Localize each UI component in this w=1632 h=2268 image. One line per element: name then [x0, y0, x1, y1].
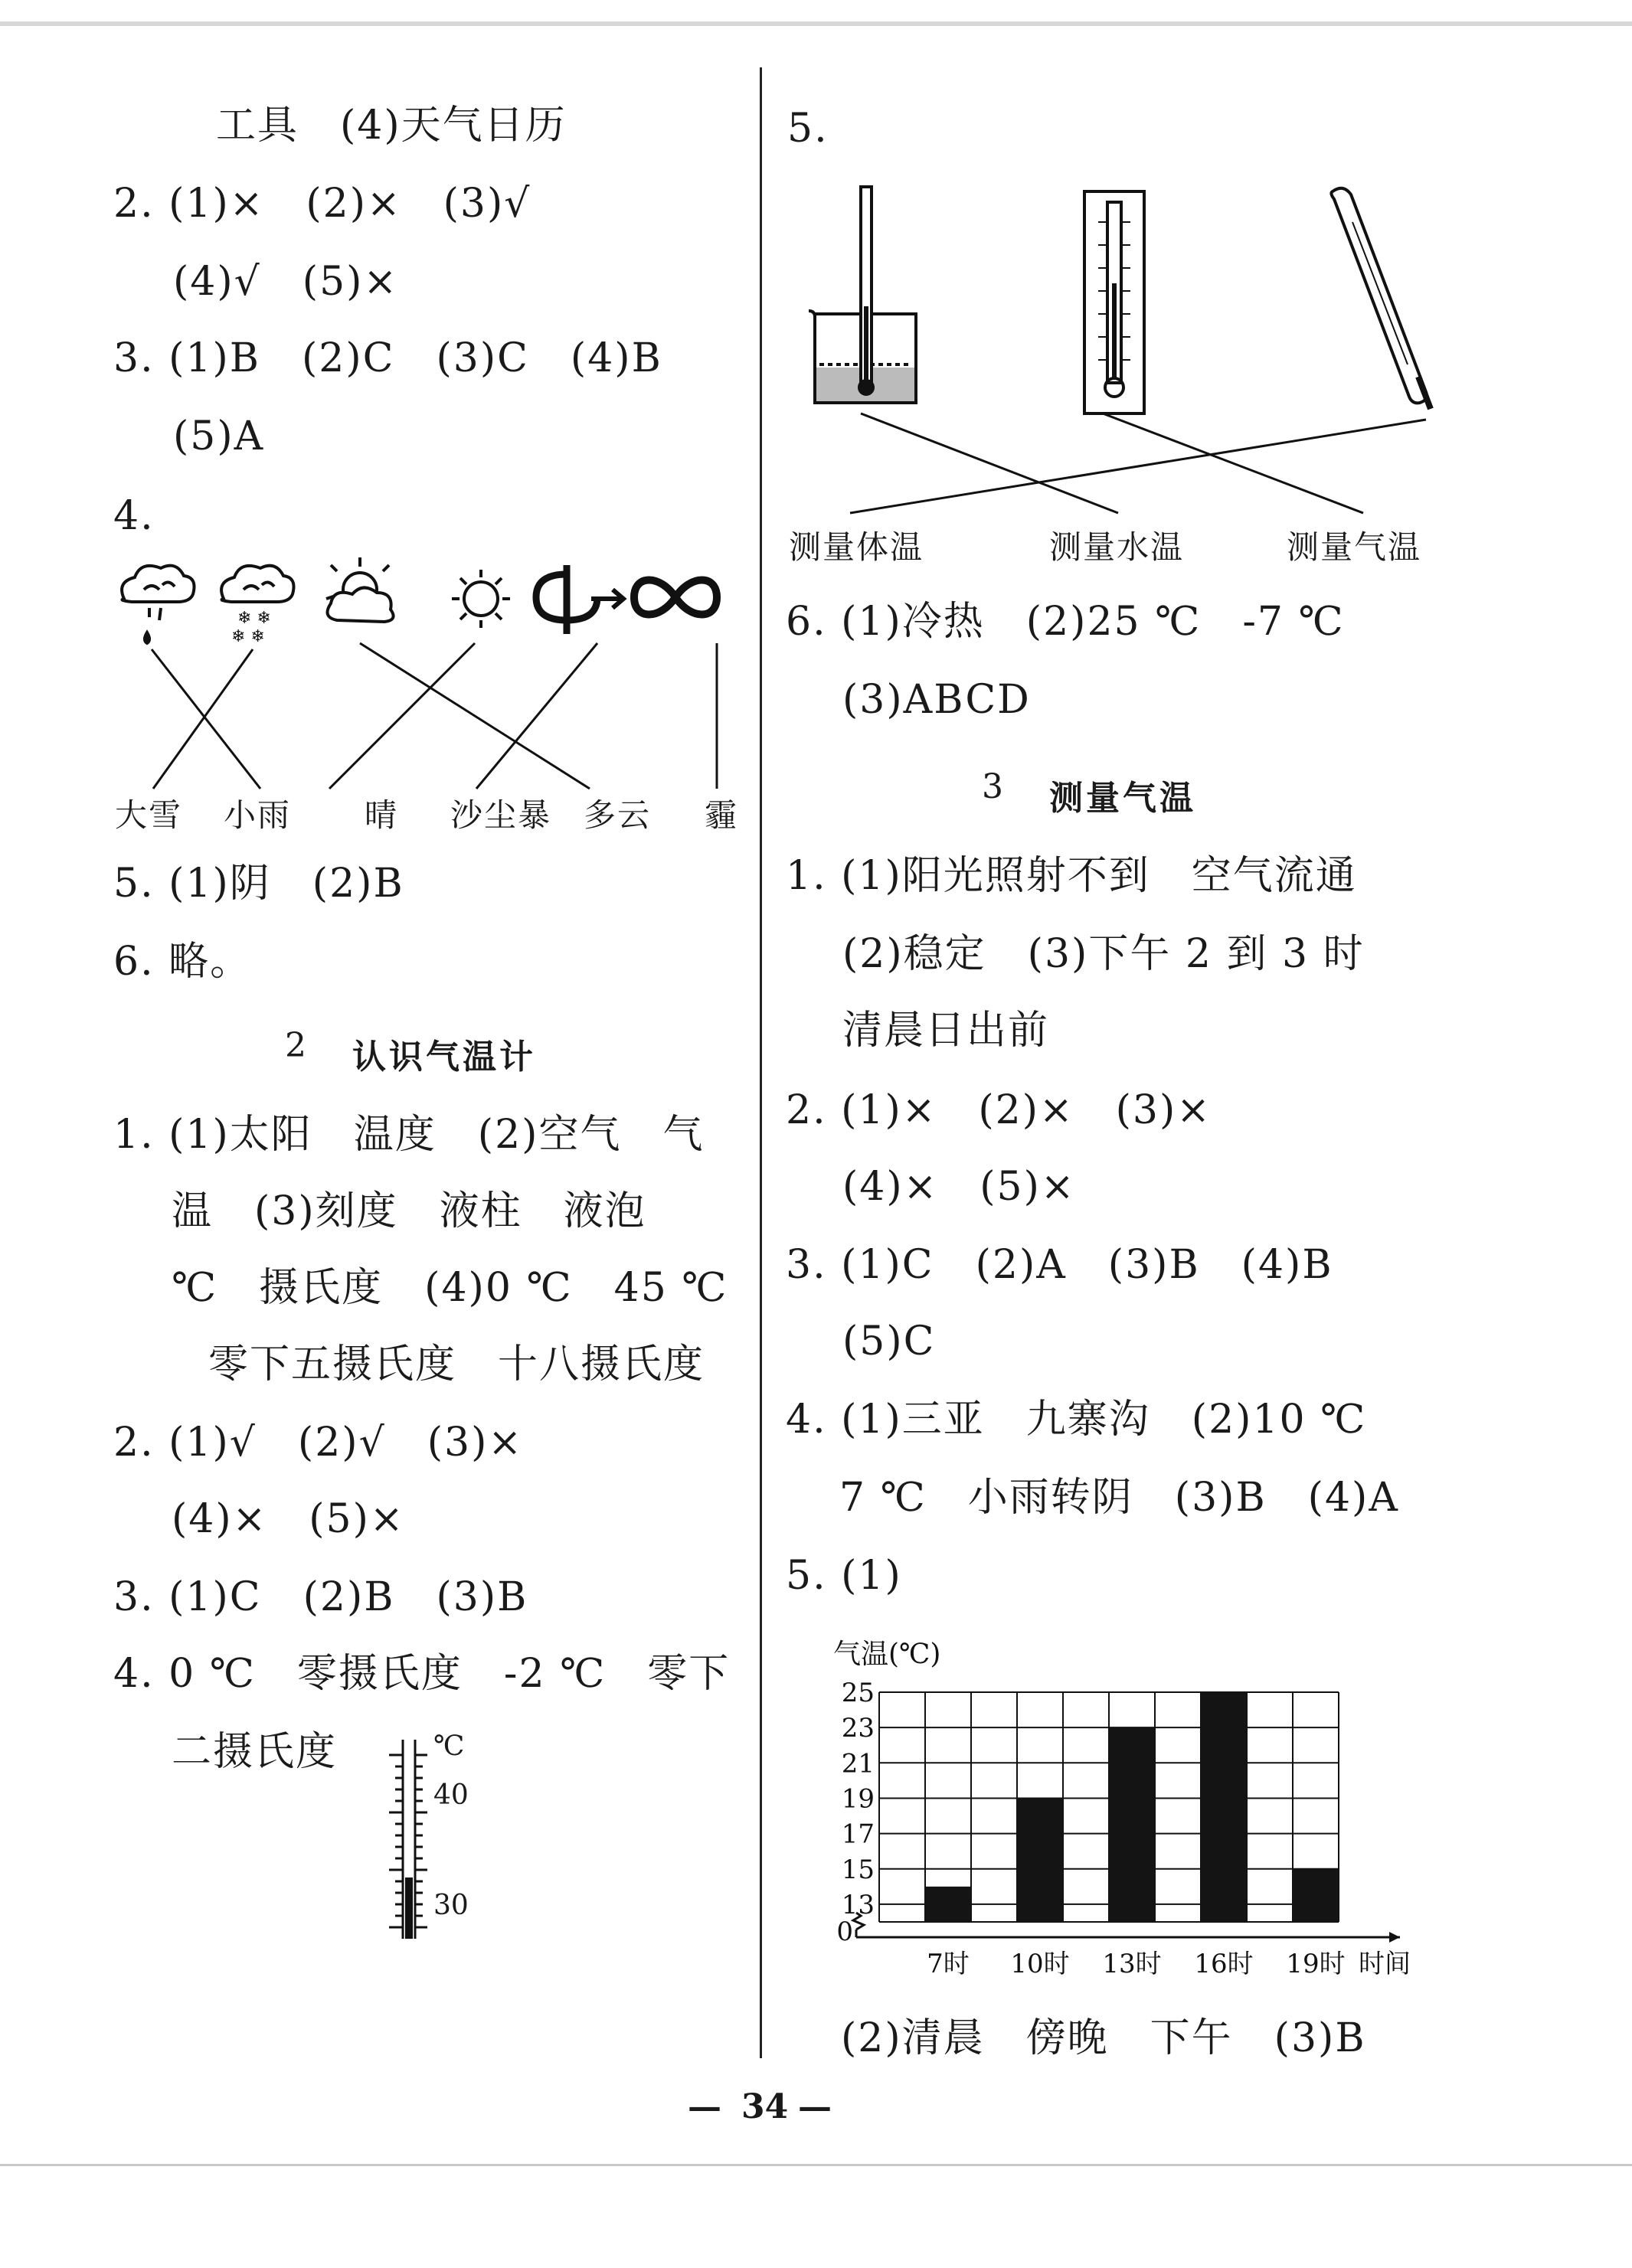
s3-q3-line-b: (5)C: [842, 1319, 936, 1364]
haze-icon: [634, 580, 717, 615]
s3-q2-line-b: (4)× (5)×: [842, 1164, 1076, 1210]
section-3-title: 测量气温: [1049, 779, 1196, 818]
s3-q4-line-a: 4. (1)三亚 九寨沟 (2)10 ℃: [786, 1397, 1367, 1443]
matching-lines: [152, 643, 717, 789]
match-line-wall-to-air: [1103, 413, 1363, 513]
match-line-beaker-to-water: [861, 413, 1118, 513]
chart-xtick-3: 16时: [1194, 1949, 1254, 1979]
sandstorm-icon: [536, 565, 623, 634]
thermometer-label-30: 30: [433, 1890, 469, 1921]
page-number: 34: [741, 2087, 789, 2126]
label-sandstorm: 沙尘暴: [450, 796, 552, 834]
right-q5-number: 5.: [787, 106, 829, 152]
left-q5: 5. (1)阴 (2)B: [113, 861, 404, 907]
beaker-thermometer-icon: [809, 187, 916, 403]
left-q2-line-a: 2. (1)× (2)× (3)√: [113, 181, 531, 227]
left-q3-line-b: (5)A: [173, 413, 265, 459]
chart-ytick-19: 19: [841, 1783, 875, 1815]
chart-ytick-17: 17: [841, 1819, 875, 1850]
thermometer-matching-diagram: [796, 176, 1455, 429]
chart-bar-3: [1201, 1692, 1247, 1922]
thermometer-liquid-column: [405, 1877, 413, 1939]
s3-q2-line-a: 2. (1)× (2)× (3)×: [786, 1087, 1212, 1133]
match-line-sunny: [329, 643, 475, 789]
s2-q1-line-d: 零下五摄氏度 十八摄氏度: [208, 1342, 705, 1387]
section-3-number: 3: [982, 767, 1005, 806]
s3-q1-line-c: 清晨日出前: [842, 1008, 1050, 1054]
chart-xtick-2: 13时: [1102, 1949, 1162, 1979]
chart-bar-2: [1109, 1727, 1155, 1922]
right-q6-line-a: 6. (1)冷热 (2)25 ℃ -7 ℃: [786, 599, 1345, 645]
chart-ytick-13: 13: [841, 1889, 875, 1920]
chart-xtick-1: 10时: [1010, 1949, 1070, 1979]
label-heavy-snow: 大雪: [115, 796, 183, 834]
partly-cloudy-icon: [326, 557, 394, 622]
matching-lines: [850, 413, 1426, 513]
chart-bar-1: [1017, 1798, 1063, 1922]
s3-q1-line-a: 1. (1)阳光照射不到 空气流通: [786, 853, 1357, 899]
chart-ytick-15: 15: [841, 1854, 875, 1885]
chart-bar-4: [1293, 1869, 1339, 1922]
temperature-bar-chart: [833, 1623, 1431, 1991]
snow-cloud-icon: [221, 566, 293, 646]
label-cloudy: 多云: [584, 796, 652, 834]
svg-text:❄ ❄: ❄ ❄: [237, 609, 271, 628]
match-line-clinical-to-body: [850, 420, 1426, 513]
left-q2-line-b: (4)√ (5)×: [173, 259, 399, 305]
rain-cloud-icon: [122, 566, 194, 643]
chart-y-axis-title: 气温(℃): [833, 1639, 941, 1670]
chart-ytick-0: 0: [836, 1917, 853, 1947]
s2-q1-line-a: 1. (1)太阳 温度 (2)空气 气: [113, 1112, 705, 1158]
label-measure-air-temp: 测量气温: [1287, 528, 1422, 566]
top-rule: [0, 21, 1632, 26]
sun-icon: [452, 570, 510, 628]
label-measure-body-temp: 测量体温: [789, 528, 924, 566]
chart-x-axis-title: 时间: [1359, 1949, 1411, 1979]
page-number-dash-left: —: [688, 2087, 721, 2126]
section-2-number: 2: [285, 1026, 308, 1065]
s3-q3-line-a: 3. (1)C (2)A (3)B (4)B: [786, 1242, 1333, 1288]
page-number-dash-right: —: [798, 2087, 832, 2126]
chart-ytick-23: 23: [841, 1713, 875, 1744]
left-q6: 6. 略。: [113, 939, 252, 985]
chart-ytick-25: 25: [841, 1678, 875, 1708]
s2-q4-line-a: 4. 0 ℃ 零摄氏度 -2 ℃ 零下: [113, 1651, 731, 1697]
label-light-rain: 小雨: [224, 796, 292, 834]
chart-xtick-0: 7时: [927, 1949, 970, 1979]
thermometer-unit: ℃: [433, 1730, 465, 1762]
match-line-cloudy: [360, 643, 590, 789]
label-haze: 霾: [705, 796, 739, 834]
s2-q2-line-a: 2. (1)√ (2)√ (3)×: [113, 1420, 523, 1466]
s3-q1-line-b: (2)稳定 (3)下午 2 到 3 时: [842, 931, 1365, 977]
section-2-title: 认识气温计: [352, 1038, 536, 1077]
s2-q1-line-b: 温 (3)刻度 液柱 液泡: [172, 1188, 646, 1234]
match-line-sandstorm: [476, 643, 597, 789]
s3-q5-number: 5. (1): [786, 1553, 902, 1599]
left-q3-line-a: 3. (1)B (2)C (3)C (4)B: [113, 335, 662, 381]
chart-xtick-4: 19时: [1286, 1949, 1346, 1979]
s2-q2-line-b: (4)× (5)×: [172, 1496, 405, 1542]
right-q6-line-b: (3)ABCD: [842, 677, 1031, 723]
left-q4-number: 4.: [113, 493, 155, 539]
s2-q3: 3. (1)C (2)B (3)B: [113, 1574, 528, 1620]
thermometer-label-40: 40: [433, 1779, 469, 1811]
svg-text:❄ ❄: ❄ ❄: [231, 627, 265, 646]
s3-q4-line-b: 7 ℃ 小雨转阴 (3)B (4)A: [839, 1475, 1399, 1521]
label-sunny: 晴: [365, 796, 399, 834]
s2-q4-line-b: 二摄氏度: [172, 1729, 338, 1775]
bottom-rule: [0, 2164, 1632, 2166]
s2-q1-line-c: ℃ 摄氏度 (4)0 ℃ 45 ℃: [172, 1265, 728, 1311]
label-measure-water-temp: 测量水温: [1049, 528, 1185, 566]
chart-x-axis-arrow-icon: [1389, 1932, 1400, 1943]
left-line-1: 工具 (4)天气日历: [216, 103, 567, 149]
chart-ytick-21: 21: [841, 1748, 875, 1779]
s3-q5-part-2: (2)清晨 傍晚 下午 (3)B: [841, 2015, 1366, 2061]
chart-bar-0: [925, 1887, 971, 1922]
column-divider: [760, 67, 762, 2058]
clinical-thermometer-icon: [1331, 188, 1431, 409]
wall-thermometer-icon: [1084, 191, 1144, 413]
weather-matching-diagram: [107, 559, 758, 835]
